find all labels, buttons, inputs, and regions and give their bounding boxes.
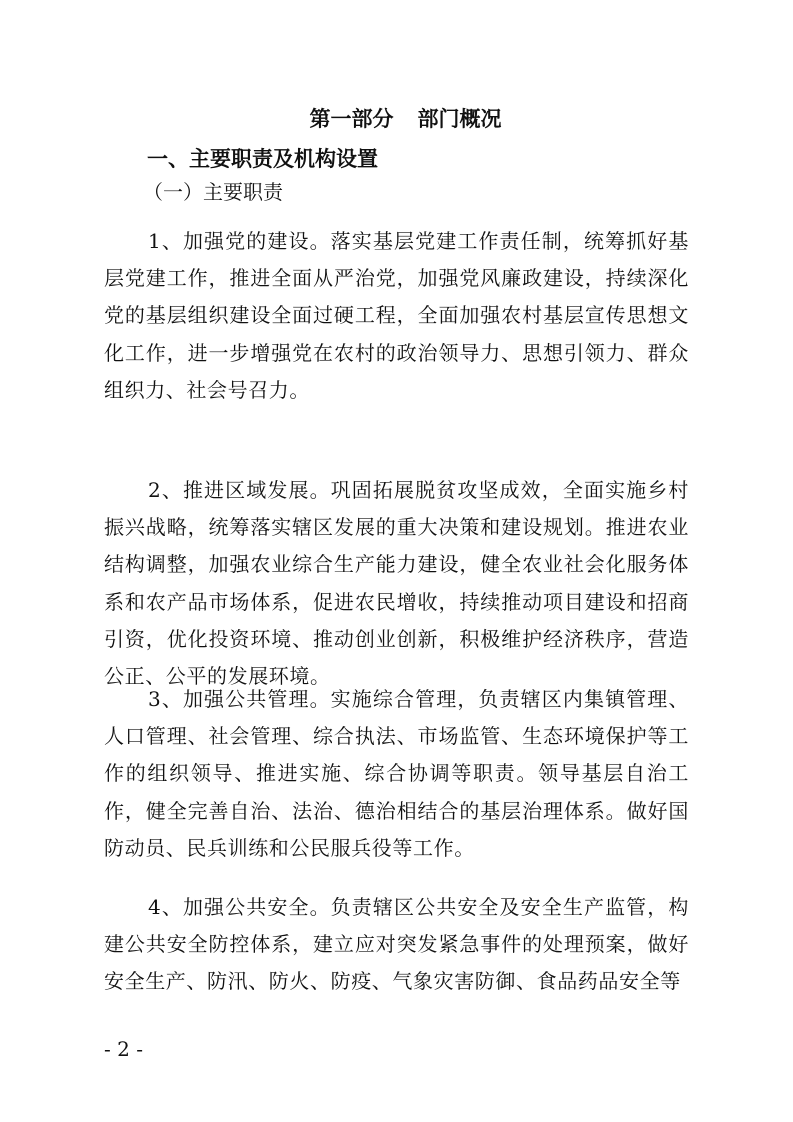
title-part: 第一部分 bbox=[309, 107, 394, 131]
title-name: 部门概况 bbox=[417, 107, 502, 131]
section-heading: 一、主要职责及机构设置 bbox=[147, 147, 378, 171]
page-number: - 2 - bbox=[104, 1037, 143, 1061]
page-title bbox=[0, 104, 793, 134]
subsection-heading: （一）主要职责 bbox=[143, 180, 283, 204]
paragraph-regional-development: 2、推进区域发展。巩固拓展脱贫攻坚成效，全面实施乡村振兴战略，统筹落实辖区发展的重大决策和建设规划。推进农业结构调整，加强农业综合生产能力建设，健全农业社会化服务体系和农产品市场体系，促进农民增收，持续推动项目建设和招商引资，优化投资环境、推动创业创新，积极维护经济秩序，营造公正、公平的发展环境。 bbox=[104, 478, 689, 689]
paragraph-public-safety: 4、加强公共安全。负责辖区公共安全及安全生产监管，构建公共安全防控体系，建立应对突发紧急事件的处理预案，做好安全生产、防汛、防火、防疫、气象灾害防御、食品药品安全等 bbox=[104, 895, 689, 994]
paragraph-public-management: 3、加强公共管理。实施综合管理，负责辖区内集镇管理、人口管理、社会管理、综合执法、市场监管、生态环境保护等工作的组织领导、推进实施、综合协调等职责。领导基层自治工作，健全完善自治、法治、德治相结合的基层治理体系。做好国防动员、民兵训练和公民服兵役等工作。 bbox=[104, 687, 689, 860]
paragraph-party-building: 1、加强党的建设。落实基层党建工作责任制，统筹抓好基层党建工作，推进全面从严治党，加强党风廉政建设，持续深化党的基层组织建设全面过硬工程，全面加强农村基层宣传思想文化工作，进一步增强党在农村的政治领导力、思想引领力、群众组织力、社会号召力。 bbox=[104, 229, 689, 402]
